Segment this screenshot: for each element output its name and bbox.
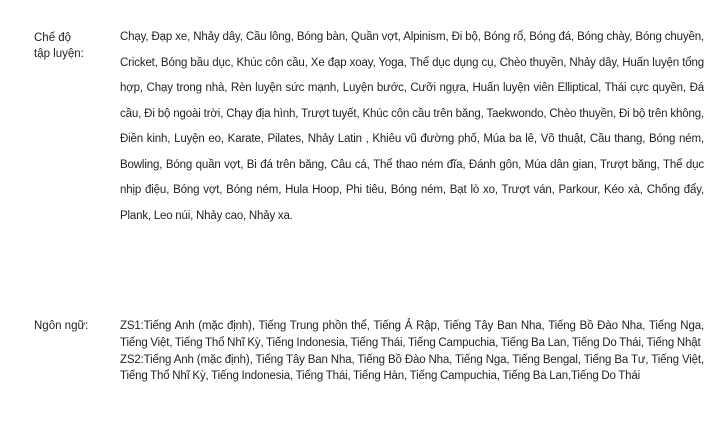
training-modes-value: Chạy, Đạp xe, Nhảy dây, Cầu lông, Bóng bàn, Quần vợt, Alpinism, Đi bộ, Bóng rổ, Bóng đá, Bóng chày, Bóng chuyền, Cricket, Bóng bầu dục, Khúc côn cầu, Xe đạp xoay, Yoga, Thể dục dụng cụ, Chèo thuyền, Nhảy dây, Huấn luyện tổng hợp, Chạy trong nhà, Rèn luyện sức mạnh, Luyện bước, Cưỡi ngựa, Huấn luyện viên Elliptical, Thái cực quyền, Đá cầu, Đi bộ ngoài trời, Chạy địa hình, Trượt tuyết, Khúc côn cầu trên băng, Taekwondo, Chèo thuyền, Đi bộ trên không, Điền kinh, Luyện eo, Karate, Pilates, Nhảy Latin , Khiêu vũ đường phố, Múa ba lê, Võ thuật, Cầu thang, Bóng ném, Bowling, Bóng quần vợt, Bi đá trên băng, Câu cá, Thể thao ném đĩa, Đánh gôn, Múa dân gian, Trượt băng, Thể dục nhịp điệu, Bóng vợt, Bóng ném, Hula Hoop, Phi tiêu, Bóng ném, Bạt lò xo, Trượt ván, Parkour, Kéo xà, Chống đẩy, Plank, Leo núi, Nhảy cao, Nhảy xa. <box>120 31 704 222</box>
training-modes-label <box>34 30 114 62</box>
training-modes-label-line1: Chế độ <box>34 32 72 44</box>
languages-zs1: ZS1:Tiếng Anh (mặc định), Tiếng Trung phồn thể, Tiếng Ả Rập, Tiếng Tây Ban Nha, Tiếng Bồ Đào Nha, Tiếng Nga, Tiếng Việt, Tiếng Thổ Nhĩ Kỳ, Tiếng Indonesia, Tiếng Thái, Tiếng Campuchia, Tiếng Ba Lan, Tiếng Do Thái, Tiếng Nhật <box>120 320 704 349</box>
languages-value <box>120 318 704 385</box>
languages-zs2: ZS2:Tiếng Anh (mặc định), Tiếng Tây Ban Nha, Tiếng Bồ Đào Nha, Tiếng Nga, Tiếng Bengal, Tiếng Ba Tư, Tiếng Việt, Tiếng Thổ Nhĩ Kỳ, Tiếng Indonesia, Tiếng Thái, Tiếng Hàn, Tiếng Campuchia, Tiếng Ba Lan,Tiếng Do Thái <box>120 353 704 383</box>
languages-label: Ngôn ngữ: <box>34 320 89 332</box>
training-modes-label-line2: tập luyện: <box>34 48 84 60</box>
